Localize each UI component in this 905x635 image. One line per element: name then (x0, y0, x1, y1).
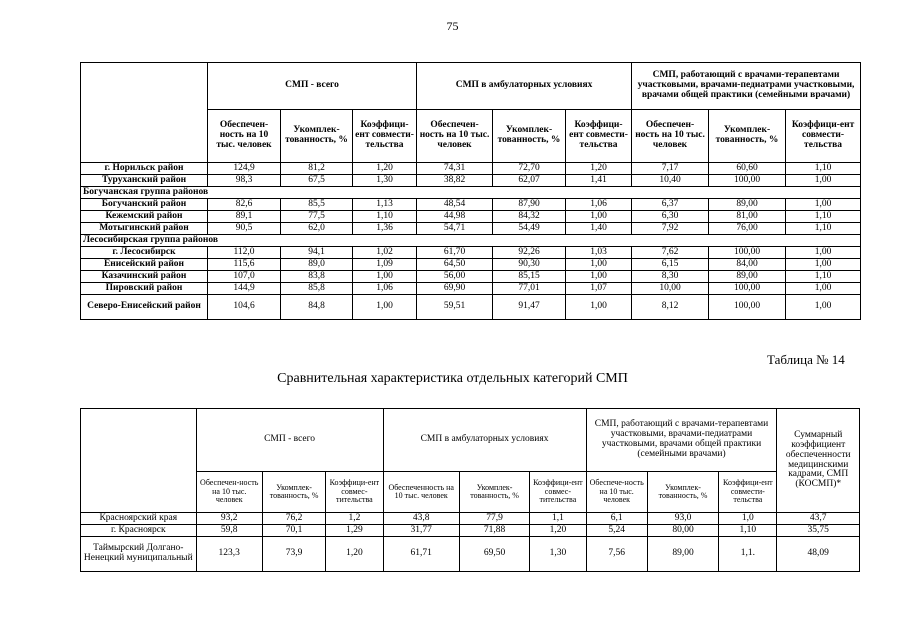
table-cell: 7,17 (632, 163, 709, 175)
column-header: Обеспечен-ность на 10 тыс. человек (632, 110, 709, 163)
group-header-total: СМП - всего (208, 63, 417, 110)
table-cell: 70,1 (262, 525, 325, 537)
table-cell: 56,00 (417, 271, 493, 283)
table-cell: 1,10 (786, 211, 861, 223)
table-cell: 1,00 (566, 259, 632, 271)
table-cell: 7,62 (632, 247, 709, 259)
table-cell: 84,00 (709, 259, 786, 271)
table-cell: 8,30 (632, 271, 709, 283)
row-label: Казачинский район (81, 271, 208, 283)
table-cell: 89,00 (709, 271, 786, 283)
table-cell: 1,00 (786, 295, 861, 320)
page-number: 75 (446, 19, 459, 33)
table-cell: 69,90 (417, 283, 493, 295)
column-header: Коэффици-ент совмес-тительства (530, 472, 586, 513)
table-category-comparison (80, 408, 860, 572)
table-cell: 1,03 (566, 247, 632, 259)
table-cell: 104,6 (208, 295, 281, 320)
table-cell: 76,00 (709, 223, 786, 235)
table-cell: 1,20 (353, 163, 417, 175)
table-cell: 48,09 (777, 537, 860, 572)
table-cell: 1,13 (353, 199, 417, 211)
table-cell: 71,88 (459, 525, 529, 537)
table-cell: 89,00 (709, 199, 786, 211)
table-cell: 77,5 (281, 211, 353, 223)
column-header: Обеспеченность на 10 тыс. человек (383, 472, 459, 513)
row-label: Красноярский края (81, 513, 197, 525)
table-cell: 1,10 (353, 211, 417, 223)
table-cell: 6,15 (632, 259, 709, 271)
column-header: Коэффици-ент совмести-тельства (353, 110, 417, 163)
table-cell: 144,9 (208, 283, 281, 295)
column-header: Укомплек-тованность, % (647, 472, 718, 513)
column-header: Обеспече-ность на 10 тыс. человек (586, 472, 647, 513)
group-header-physicians: СМП, работающий с врачами-терапевтами участковыми, врачами-педиатрами участковыми, врачами общей практики (семейными врачами) (632, 63, 861, 110)
column-header: Коэффици-ент совмес-тительства (326, 472, 383, 513)
row-label: г. Норильск район (81, 163, 208, 175)
table-cell: 1,06 (566, 199, 632, 211)
column-header: Обеспечен-ность на 10 тыс. человек (196, 472, 262, 513)
table-cell: 48,54 (417, 199, 493, 211)
table-cell: 6,37 (632, 199, 709, 211)
table-cell: 89,00 (647, 537, 718, 572)
table-cell: 81,2 (281, 163, 353, 175)
table-cell: 59,8 (196, 525, 262, 537)
table-cell: 1,00 (786, 247, 861, 259)
table-cell: 94,1 (281, 247, 353, 259)
column-header: Укомплек-тованность, % (281, 110, 353, 163)
corner-cell (81, 409, 197, 513)
table-cell: 1,10 (719, 525, 777, 537)
table-cell: 1,10 (786, 271, 861, 283)
table-title: Сравнительная характеристика отдельных категорий СМП (277, 371, 628, 386)
corner-cell (81, 63, 208, 163)
table-row (81, 513, 860, 525)
table-cell: 1,00 (786, 283, 861, 295)
table-cell: 89,1 (208, 211, 281, 223)
table-cell: 61,70 (417, 247, 493, 259)
table-cell: 107,0 (208, 271, 281, 283)
table-cell: 1,00 (566, 295, 632, 320)
table-cell: 1,00 (566, 211, 632, 223)
table-district-indicators (80, 62, 861, 320)
table-cell: 64,50 (417, 259, 493, 271)
table-cell: 76,2 (262, 513, 325, 525)
table-cell: 1,00 (353, 295, 417, 320)
table-cell: 93,0 (647, 513, 718, 525)
table-cell: 123,3 (196, 537, 262, 572)
table-cell: 38,82 (417, 175, 493, 187)
table-cell: 115,6 (208, 259, 281, 271)
table-row (81, 271, 861, 283)
table-cell: 1,07 (566, 283, 632, 295)
table-cell: 100,00 (709, 295, 786, 320)
column-header: Обеспечен-ность на 10 тыс. человек (208, 110, 281, 163)
table-cell: 87,90 (493, 199, 566, 211)
table-cell: 93,2 (196, 513, 262, 525)
table-cell: 1,09 (353, 259, 417, 271)
table-row (81, 199, 861, 211)
table-cell: 1,1. (719, 537, 777, 572)
table-cell: 1,00 (786, 199, 861, 211)
table-cell: 85,5 (281, 199, 353, 211)
group-header-physicians: СМП, работающий с врачами-терапевтами участковыми, врачами-педиатрами участковыми, врачами общей практики (семейными врачами) (586, 409, 777, 472)
group-header-ambulatory: СМП в амбулаторных условиях (383, 409, 586, 472)
table-cell: 1,41 (566, 175, 632, 187)
summary-header: Суммарный коэффициент обеспеченности медицинскими кадрами, СМП (КОСМП)* (777, 409, 860, 513)
row-label: Северо-Енисейский район (81, 295, 208, 320)
table-cell: 90,30 (493, 259, 566, 271)
row-label: Мотыгинский район (81, 223, 208, 235)
table-cell: 89,0 (281, 259, 353, 271)
table-cell: 77,9 (459, 513, 529, 525)
table-cell: 31,77 (383, 525, 459, 537)
table-cell: 1,0 (719, 513, 777, 525)
table-cell: 100,00 (709, 175, 786, 187)
table-cell: 1,20 (530, 525, 586, 537)
table-row (81, 283, 861, 295)
table-row (81, 223, 861, 235)
column-header: Укомплек-тованность, % (493, 110, 566, 163)
table-cell: 1,00 (353, 271, 417, 283)
table-cell: 92,26 (493, 247, 566, 259)
table-cell: 54,49 (493, 223, 566, 235)
row-label: Богучанский район (81, 199, 208, 211)
table-row (81, 211, 861, 223)
table-cell: 74,31 (417, 163, 493, 175)
row-label: Туруханский район (81, 175, 208, 187)
table-cell: 6,1 (586, 513, 647, 525)
column-header: Коэффици-ент совмести-тельства (719, 472, 777, 513)
table-row (81, 295, 861, 320)
table-cell: 80,00 (647, 525, 718, 537)
table-cell: 59,51 (417, 295, 493, 320)
table-cell: 1,00 (786, 175, 861, 187)
table-cell: 10,00 (632, 283, 709, 295)
table-cell: 43,7 (777, 513, 860, 525)
table-cell: 72,70 (493, 163, 566, 175)
row-label: г. Красноярск (81, 525, 197, 537)
table-cell: 83,8 (281, 271, 353, 283)
table-cell: 1,40 (566, 223, 632, 235)
table-cell: 62,0 (281, 223, 353, 235)
table-cell: 1,20 (566, 163, 632, 175)
table-cell: 100,00 (709, 283, 786, 295)
table-cell: 98,3 (208, 175, 281, 187)
column-header: Укомплек-тованность, % (709, 110, 786, 163)
row-label: г. Лесосибирск (81, 247, 208, 259)
row-label: Пировский район (81, 283, 208, 295)
table-cell: 1,2 (326, 513, 383, 525)
table-cell: 43,8 (383, 513, 459, 525)
table-label: Таблица № 14 (767, 352, 845, 367)
table-row (81, 235, 861, 247)
table-row (81, 175, 861, 187)
row-label: Кежемский район (81, 211, 208, 223)
row-label: Енисейский район (81, 259, 208, 271)
table-row (81, 259, 861, 271)
table-cell: 91,47 (493, 295, 566, 320)
table-cell: 1,30 (530, 537, 586, 572)
table-cell: 44,98 (417, 211, 493, 223)
table-row (81, 187, 861, 199)
table-cell: 77,01 (493, 283, 566, 295)
table-row (81, 163, 861, 175)
table-cell: 5,24 (586, 525, 647, 537)
table-cell: 1,10 (786, 223, 861, 235)
table-row (81, 525, 860, 537)
column-header: Коэффици-ент совмести-тельства (566, 110, 632, 163)
table-cell: 85,8 (281, 283, 353, 295)
table-cell: 1,1 (530, 513, 586, 525)
table-cell: 67,5 (281, 175, 353, 187)
table-cell: 85,15 (493, 271, 566, 283)
table-cell: 84,32 (493, 211, 566, 223)
table-row (81, 537, 860, 572)
row-label: Таймырский Долгано-Ненецкий муниципальный (81, 537, 197, 572)
table-cell: 1,29 (326, 525, 383, 537)
group-header-total: СМП - всего (196, 409, 383, 472)
table-cell: 35,75 (777, 525, 860, 537)
column-header: Укомплек-тованность, % (262, 472, 325, 513)
table-cell: 1,20 (326, 537, 383, 572)
table-cell: 84,8 (281, 295, 353, 320)
table-row (81, 247, 861, 259)
table-cell: 1,06 (353, 283, 417, 295)
table-cell: 1,00 (566, 271, 632, 283)
table-cell: 7,56 (586, 537, 647, 572)
table-cell: 6,30 (632, 211, 709, 223)
table-cell: 69,50 (459, 537, 529, 572)
column-header: Укомплек-тованность, % (459, 472, 529, 513)
table-cell: 7,92 (632, 223, 709, 235)
group-header-ambulatory: СМП в амбулаторных условиях (417, 63, 632, 110)
table-cell: 54,71 (417, 223, 493, 235)
table-cell: 81,00 (709, 211, 786, 223)
table-cell: 1,00 (786, 259, 861, 271)
table-cell: 60,60 (709, 163, 786, 175)
table-cell: 62,07 (493, 175, 566, 187)
table-cell: 100,00 (709, 247, 786, 259)
table-cell: 90,5 (208, 223, 281, 235)
group-row-label: Лесосибирская группа районов (81, 235, 861, 247)
group-row-label: Богучанская группа районов (81, 187, 861, 199)
table-cell: 61,71 (383, 537, 459, 572)
table-cell: 82,6 (208, 199, 281, 211)
column-header: Обеспечен-ность на 10 тыс. человек (417, 110, 493, 163)
table-cell: 112,0 (208, 247, 281, 259)
table-cell: 1,02 (353, 247, 417, 259)
table-cell: 10,40 (632, 175, 709, 187)
table-cell: 124,9 (208, 163, 281, 175)
table-cell: 1,36 (353, 223, 417, 235)
table-cell: 1,30 (353, 175, 417, 187)
table-cell: 1,10 (786, 163, 861, 175)
table-cell: 8,12 (632, 295, 709, 320)
table-cell: 73,9 (262, 537, 325, 572)
column-header: Коэффици-ент совмести-тельства (786, 110, 861, 163)
